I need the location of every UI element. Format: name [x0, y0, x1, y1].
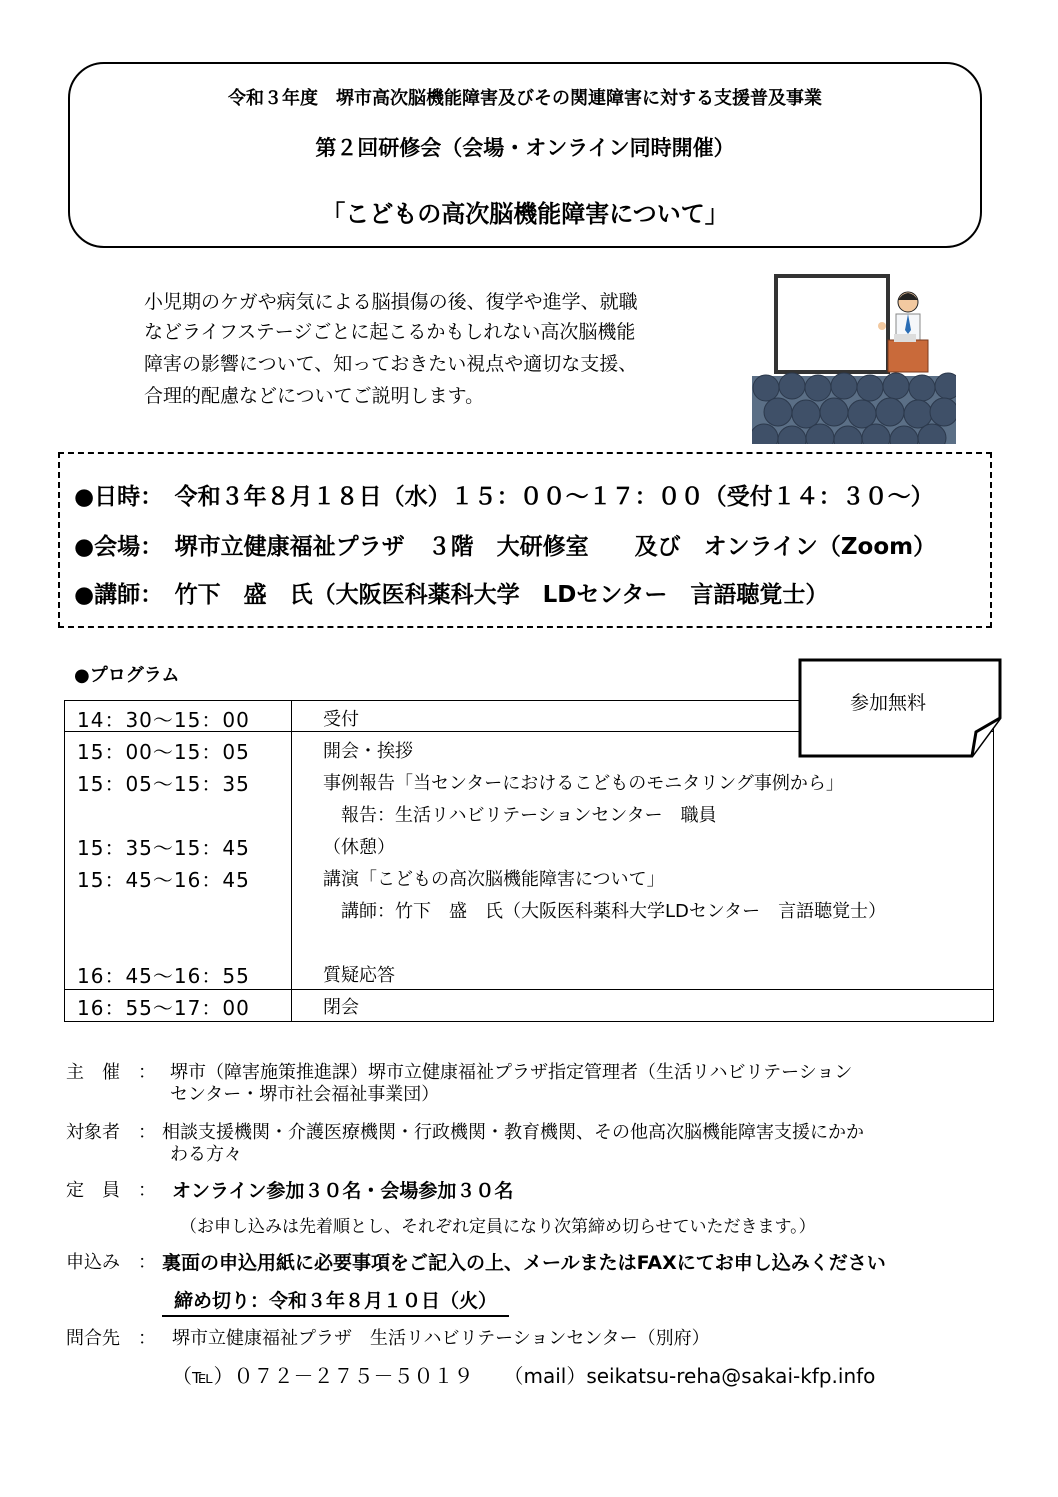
target-text-cont: わる方々 — [170, 1144, 242, 1165]
program-item: 報告：生活リハビリテーションセンター 職員 — [323, 805, 717, 826]
capacity-text: オンライン参加３０名・会場参加３０名 — [172, 1180, 514, 1202]
deadline: 締め切り：令和３年８月１０日（火） — [162, 1286, 509, 1317]
contact-tel-mail: （℡）０７２－２７５－５０１９ （mail）seikatsu-reha@sakai-kfp.info — [172, 1364, 876, 1388]
program-title: 令和３年度 堺市高次脳機能障害及びその関連障害に対する支援普及事業 — [228, 88, 822, 109]
host-text-cont: センター・堺市社会福祉事業団） — [170, 1084, 440, 1105]
capacity-note: （お申し込みは先着順とし、それぞれ定員になり次第締め切らせていただきます。） — [180, 1217, 816, 1237]
intro-line-4: 合理的配慮などについてご説明します。 — [144, 385, 485, 407]
free-admission-label: 参加無料 — [850, 692, 927, 714]
lecture-illustration — [752, 272, 956, 444]
event-lecturer: ●講師： 竹下 盛 氏（大阪医科薬科大学 LDセンター 言語聴覚士） — [74, 582, 829, 608]
program-item: 閉会 — [323, 997, 359, 1018]
title-box — [68, 62, 982, 248]
program-time: 15：05〜15：35 — [77, 772, 250, 796]
capacity-label: 定 員 ： — [66, 1180, 156, 1201]
intro-line-3: 障害の影響について、知っておきたい視点や適切な支援、 — [144, 353, 638, 375]
program-time: 16：45〜16：55 — [77, 964, 250, 988]
program-item: 講演「こどもの高次脳機能障害について」 — [323, 869, 665, 890]
program-heading: ●プログラム — [74, 665, 180, 686]
apply-label: 申込み ： — [66, 1252, 156, 1273]
program-time: 15：00〜15：05 — [77, 740, 250, 764]
program-item: （休憩） — [323, 837, 395, 858]
contact-text: 堺市立健康福祉プラザ 生活リハビリテーションセンター（別府） — [172, 1328, 710, 1349]
program-item: 事例報告「当センターにおけるこどものモニタリング事例から」 — [323, 773, 844, 794]
program-item: 質疑応答 — [323, 965, 395, 986]
program-item: 受付 — [323, 709, 359, 730]
event-datetime: ●日時： 令和３年８月１８日（水）１５：００〜１７：００（受付１４：３０〜） — [74, 484, 934, 510]
event-venue: ●会場： 堺市立健康福祉プラザ ３階 大研修室 及び オンライン（Zoom） — [74, 534, 937, 560]
program-item: 開会・挨拶 — [323, 741, 413, 762]
apply-text: 裏面の申込用紙に必要事項をご記入の上、メールまたはFAXにてお申し込みください — [162, 1252, 886, 1274]
host-text: 堺市（障害施策推進課）堺市立健康福祉プラザ指定管理者（生活リハビリテーション — [170, 1062, 853, 1083]
program-time: 14：30〜15：00 — [77, 708, 250, 732]
program-time: 15：35〜15：45 — [77, 836, 250, 860]
target-text: 相談支援機関・介護医療機関・行政機関・教育機関、その他高次脳機能障害支援にかか — [162, 1122, 864, 1143]
program-time: 15：45〜16：45 — [77, 868, 250, 892]
contact-label: 問合先 ： — [66, 1328, 156, 1349]
host-label: 主 催 ： — [66, 1062, 156, 1083]
program-time: 16：55〜17：00 — [77, 996, 250, 1020]
intro-line-1: 小児期のケガや病気による脳損傷の後、復学や進学、就職 — [144, 291, 638, 313]
lecture-title: 「こどもの高次脳機能障害について」 — [321, 200, 729, 228]
intro-line-2: などライフステージごとに起こるかもしれない高次脳機能 — [144, 321, 636, 343]
target-label: 対象者 ： — [66, 1122, 156, 1143]
session-title: 第２回研修会（会場・オンライン同時開催） — [315, 136, 735, 160]
program-item: 講師：竹下 盛 氏（大阪医科薬科大学LDセンター 言語聴覚士） — [323, 901, 887, 922]
